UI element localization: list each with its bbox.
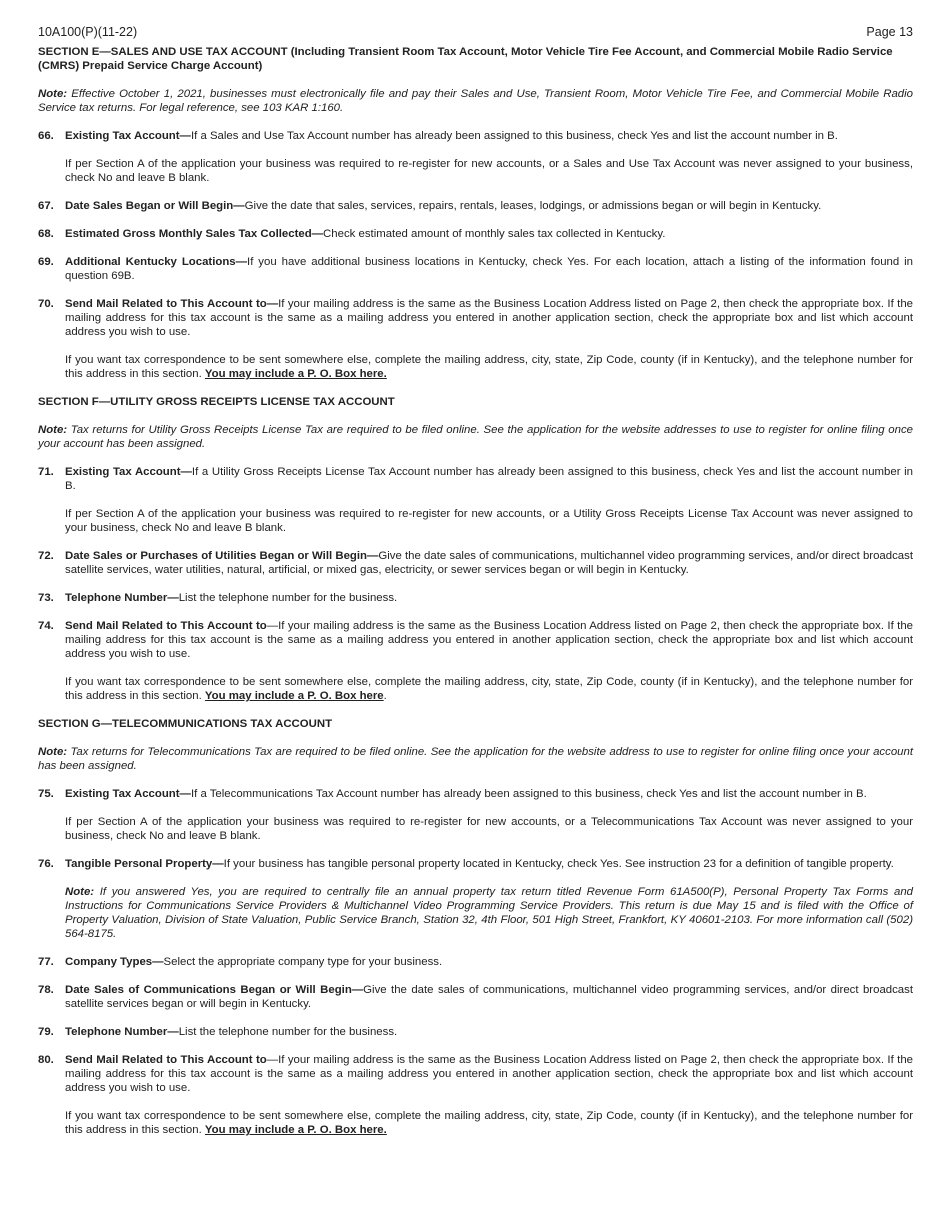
item-number: 77. — [38, 956, 54, 968]
item-66 — [38, 129, 913, 143]
item-number: 71. — [38, 466, 54, 478]
item-title: Existing Tax Account— — [65, 466, 192, 478]
item-76-note — [38, 885, 913, 941]
note-text: Effective October 1, 2021, businesses must electronically file and pay their Sales and Use, Transient Room, Motor Vehicle Tire Fee, and Commercial Mobile Radio Service tax returns. For legal reference, see 103 KAR 1:160. — [38, 88, 913, 114]
item-title: Send Mail Related to This Account to — [65, 1054, 267, 1066]
item-number: 68. — [38, 228, 54, 240]
item-79 — [38, 1025, 913, 1039]
item-title: Telephone Number— — [65, 1026, 179, 1038]
item-title: Tangible Personal Property— — [65, 858, 224, 870]
item-70 — [38, 297, 913, 339]
para-text: If you want tax correspondence to be sent somewhere else, complete the mailing address, city, state, Zip Code, county (if in Kentucky), and the telephone number for this address in this section. — [65, 676, 913, 702]
item-text: If a Sales and Use Tax Account number has already been assigned to this business, check Yes and list the account number in B. — [190, 130, 838, 142]
item-text: List the telephone number for the business. — [178, 592, 398, 604]
item-72 — [38, 549, 913, 577]
para-text: If you want tax correspondence to be sent somewhere else, complete the mailing address, city, state, Zip Code, county (if in Kentucky), and the telephone number for this address in this section. — [65, 354, 913, 380]
item-76 — [38, 857, 913, 871]
item-number: 79. — [38, 1026, 54, 1038]
item-title: Telephone Number— — [65, 592, 179, 604]
item-75-paragraph: If per Section A of the application your business was required to re-register for new accounts, or a Telecommunications Tax Account was never assigned to your business, check No and leave B blank. — [65, 816, 913, 842]
item-title: Send Mail Related to This Account to— — [65, 298, 279, 310]
po-box-note: You may include a P. O. Box here. — [204, 368, 387, 380]
item-title: Existing Tax Account— — [65, 130, 191, 142]
note-label: Note: — [38, 424, 68, 436]
item-number: 73. — [38, 592, 54, 604]
item-title: Send Mail Related to This Account to — [65, 620, 267, 632]
item-text: If you have additional business locations in Kentucky, check Yes. For each location, attach a listing of the information found in question 69B. — [65, 256, 914, 282]
note-label: Note: — [65, 886, 95, 898]
form-id: 10A100(P)(11-22) — [38, 25, 138, 39]
item-number: 76. — [38, 858, 54, 870]
item-text: —If your mailing address is the same as the Business Location Address listed on Page 2, then check the appropriate box. If the mailing address for this tax account is the same as a mailing address you entered in another application section, check the appropriate box and list which account address you wish to use. — [65, 1054, 913, 1094]
item-text: Give the date that sales, services, repairs, rentals, leases, lodgings, or admissions began or will begin in Kentucky. — [244, 200, 822, 212]
item-text: Select the appropriate company type for your business. — [163, 956, 443, 968]
item-71-paragraph: If per Section A of the application your business was required to re-register for new accounts, or a Utility Gross Receipts License Tax Account was never assigned to your business, check No and leave B blank. — [65, 508, 913, 534]
item-71 — [38, 465, 913, 493]
section-f-title: SECTION F—UTILITY GROSS RECEIPTS LICENSE TAX ACCOUNT — [38, 396, 395, 408]
po-box-note: You may include a P. O. Box here. — [204, 1124, 387, 1136]
item-80-paragraph — [38, 1109, 913, 1137]
item-text: If a Telecommunications Tax Account number has already been assigned to this business, check Yes and list the account number in B. — [190, 788, 867, 800]
item-73 — [38, 591, 913, 605]
item-number: 67. — [38, 200, 54, 212]
item-text: List the telephone number for the business. — [178, 1026, 398, 1038]
item-number: 80. — [38, 1054, 54, 1066]
item-78 — [38, 983, 913, 1011]
section-f-note — [38, 423, 913, 451]
item-number: 70. — [38, 298, 54, 310]
para-text: If you want tax correspondence to be sent somewhere else, complete the mailing address, city, state, Zip Code, county (if in Kentucky), and the telephone number for this address in this section. — [65, 1110, 913, 1136]
item-text: Give the date sales of communications, multichannel video programming services, and/or direct broadcast satellite services began or will begin in Kentucky. — [65, 984, 913, 1010]
item-text: If a Utility Gross Receipts License Tax Account number has already been assigned to this business, check Yes and list the account number in B. — [65, 466, 914, 492]
item-74 — [38, 619, 913, 661]
section-e-title: SECTION E—SALES AND USE TAX ACCOUNT (Including Transient Room Tax Account, Motor Vehicle Tire Fee Account, and Commercial Mobile Radio Service (CMRS) Prepaid Service Charge Account) — [38, 46, 893, 72]
item-number: 66. — [38, 130, 54, 142]
item-69 — [38, 255, 913, 283]
item-text: Give the date sales of communications, multichannel video programming services, and/or direct broadcast satellite services, water utilities, natural, artificial, or mixed gas, electricity, or sewer services began or will begin in Kentucky. — [65, 550, 913, 576]
item-number: 74. — [38, 620, 54, 632]
note-text: Tax returns for Telecommunications Tax are required to be filed online. See the application for the website address to use to register for online filing once your account has been assigned. — [38, 746, 913, 772]
item-68 — [38, 227, 913, 241]
note-label: Note: — [38, 746, 68, 758]
page-number: Page 13 — [866, 25, 913, 39]
item-74-paragraph — [38, 675, 913, 703]
item-title: Estimated Gross Monthly Sales Tax Collected— — [65, 228, 324, 240]
item-66-paragraph: If per Section A of the application your business was required to re-register for new accounts, or a Sales and Use Tax Account was never assigned to your business, check No and leave B blank. — [65, 158, 913, 184]
item-number: 69. — [38, 256, 54, 268]
item-title: Date Sales Began or Will Begin— — [65, 200, 245, 212]
note-text: If you answered Yes, you are required to centrally file an annual property tax return titled Revenue Form 61A500(P), Personal Property Tax Forms and Instructions for Communications Service Providers & Multichannel Video Programming Service Providers. This return is due May 15 and is filed with the Office of Property Valuation, Division of State Valuation, Public Service Branch, Station 32, 4th Floor, 501 High Street, Frankfort, KY 40601-2103. For more information call (502) 564-8175. — [65, 886, 913, 940]
section-g-note — [38, 745, 913, 773]
item-70-paragraph — [38, 353, 913, 381]
item-80 — [38, 1053, 913, 1095]
item-title: Existing Tax Account— — [65, 788, 191, 800]
po-box-note: You may include a P. O. Box here — [204, 690, 384, 702]
note-text: Tax returns for Utility Gross Receipts License Tax are required to be filed online. See the application for the website addresses to use to register for online filing once your account has been assigned. — [38, 424, 913, 450]
page-header — [38, 25, 913, 39]
item-text: If your mailing address is the same as the Business Location Address listed on Page 2, then check the appropriate box. If the mailing address for this tax account is the same as a mailing address you entered in another application section, check the appropriate box and list which account address you wish to use. — [65, 298, 913, 338]
item-67 — [38, 199, 913, 213]
item-title: Company Types— — [65, 956, 164, 968]
item-77 — [38, 955, 913, 969]
para-end: . — [383, 690, 387, 702]
item-title: Additional Kentucky Locations— — [65, 256, 248, 268]
item-75 — [38, 787, 913, 801]
item-text: If your business has tangible personal property located in Kentucky, check Yes. See instruction 23 for a definition of tangible property. — [223, 858, 894, 870]
section-g-title: SECTION G—TELECOMMUNICATIONS TAX ACCOUNT — [38, 718, 333, 730]
item-text: —If your mailing address is the same as the Business Location Address listed on Page 2, then check the appropriate box. If the mailing address for this tax account is the same as a mailing address you entered in another application section, check the appropriate box and list which account address you wish to use. — [65, 620, 913, 660]
item-number: 72. — [38, 550, 54, 562]
item-number: 78. — [38, 984, 54, 996]
item-title: Date Sales of Communications Began or Will Begin— — [65, 984, 364, 996]
note-label: Note: — [38, 88, 68, 100]
document-page — [38, 25, 913, 1151]
item-text: Check estimated amount of monthly sales tax collected in Kentucky. — [323, 228, 666, 240]
section-e-note — [38, 87, 913, 115]
item-number: 75. — [38, 788, 54, 800]
item-title: Date Sales or Purchases of Utilities Began or Will Begin— — [65, 550, 379, 562]
